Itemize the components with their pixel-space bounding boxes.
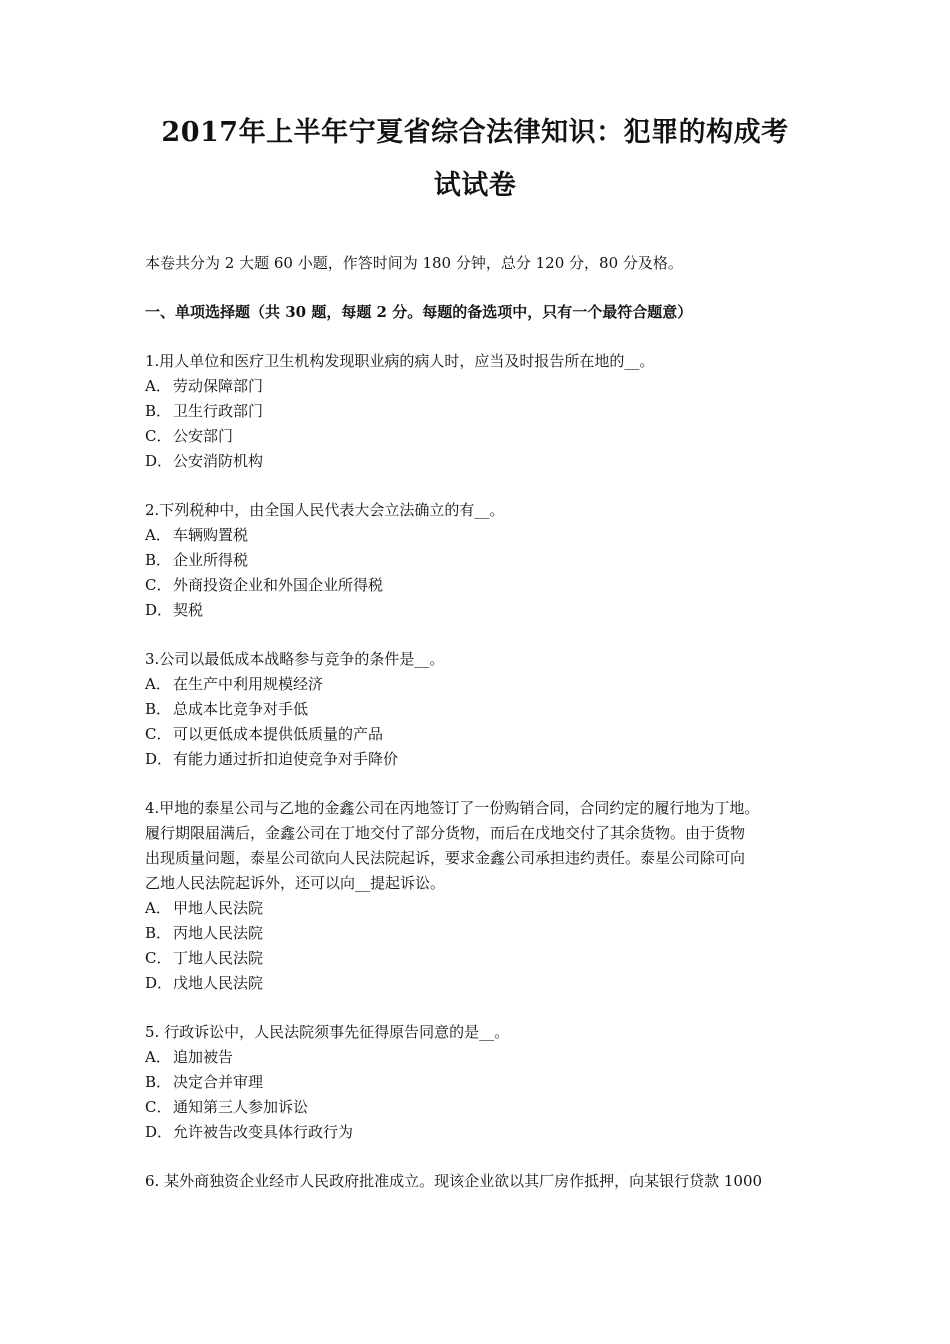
- option-letter: B．: [145, 402, 172, 420]
- option-b: [145, 399, 835, 424]
- option-text: 在生产中利用规模经济: [173, 675, 324, 693]
- exam-intro: 本卷共分为 2 大题 60 小题，作答时间为 180 分钟，总分 120 分，80 分及格。: [145, 254, 683, 272]
- question-text-line: 履行期限届满后，金鑫公司在丁地交付了部分货物，而后在戊地交付了其余货物。由于货物: [145, 824, 746, 842]
- option-text: 丁地人民法院: [173, 949, 264, 967]
- option-letter: C．: [145, 576, 172, 594]
- option-letter: C．: [145, 725, 172, 743]
- option-letter: D．: [145, 750, 173, 768]
- option-c: [145, 573, 835, 598]
- option-letter: A．: [145, 675, 171, 693]
- question-text: 5. 行政诉讼中，人民法院须事先征得原告同意的是__。: [145, 1023, 510, 1041]
- option-d: [145, 1120, 835, 1145]
- option-b: [145, 921, 835, 946]
- option-letter: C．: [145, 1098, 172, 1116]
- option-b: [145, 548, 835, 573]
- option-text: 可以更低成本提供低质量的产品: [173, 725, 384, 743]
- option-text: 劳动保障部门: [173, 377, 264, 395]
- option-letter: B．: [145, 700, 172, 718]
- document-title-line1: 2017年上半年宁夏省综合法律知识：犯罪的构成考: [161, 117, 789, 148]
- option-letter: C．: [145, 427, 172, 445]
- option-text: 甲地人民法院: [173, 899, 264, 917]
- option-letter: B．: [145, 551, 172, 569]
- question-3: [145, 647, 835, 772]
- option-a: [145, 672, 835, 697]
- question-2: [145, 498, 835, 623]
- option-c: [145, 722, 835, 747]
- section-heading: 一、单项选择题（共 30 题，每题 2 分。每题的备选项中，只有一个最符合题意）: [145, 303, 693, 321]
- option-b: [145, 1070, 835, 1095]
- option-letter: D．: [145, 452, 173, 470]
- option-d: [145, 747, 835, 772]
- option-letter: A．: [145, 1048, 171, 1066]
- question-text: 3.公司以最低成本战略参与竞争的条件是__。: [145, 650, 445, 668]
- option-text: 允许被告改变具体行政行为: [173, 1123, 354, 1141]
- option-letter: B．: [145, 1073, 172, 1091]
- option-text: 企业所得税: [173, 551, 249, 569]
- question-text-line: 4.甲地的泰星公司与乙地的金鑫公司在丙地签订了一份购销合同，合同约定的履行地为丁地。: [145, 799, 760, 817]
- question-text-line: 乙地人民法院起诉外，还可以向__提起诉讼。: [145, 874, 446, 892]
- question-text: 2.下列税种中，由全国人民代表大会立法确立的有__。: [145, 501, 505, 519]
- option-c: [145, 424, 835, 449]
- question-5: [145, 1020, 835, 1145]
- option-text: 丙地人民法院: [173, 924, 264, 942]
- option-text: 车辆购置税: [173, 526, 249, 544]
- option-a: [145, 1045, 835, 1070]
- option-text: 卫生行政部门: [173, 402, 264, 420]
- question-text: 6. 某外商独资企业经市人民政府批准成立。现该企业欲以其厂房作抵押，向某银行贷款 1000: [145, 1172, 763, 1190]
- option-c: [145, 946, 835, 971]
- option-text: 契税: [173, 601, 204, 619]
- option-d: [145, 971, 835, 996]
- option-text: 戊地人民法院: [173, 974, 264, 992]
- option-text: 外商投资企业和外国企业所得税: [173, 576, 384, 594]
- option-letter: D．: [145, 1123, 173, 1141]
- option-a: [145, 523, 835, 548]
- option-text: 通知第三人参加诉讼: [173, 1098, 309, 1116]
- question-4: [145, 796, 835, 996]
- option-d: [145, 598, 835, 623]
- option-text: 有能力通过折扣迫使竞争对手降价: [173, 750, 399, 768]
- option-c: [145, 1095, 835, 1120]
- option-a: [145, 374, 835, 399]
- option-letter: D．: [145, 974, 173, 992]
- question-1: [145, 349, 835, 474]
- option-letter: B．: [145, 924, 172, 942]
- question-text-line: 出现质量问题，泰星公司欲向人民法院起诉，要求金鑫公司承担违约责任。泰星公司除可向: [145, 849, 746, 867]
- option-letter: C．: [145, 949, 172, 967]
- option-letter: A．: [145, 377, 171, 395]
- question-text: 1.用人单位和医疗卫生机构发现职业病的病人时，应当及时报告所在地的__。: [145, 352, 655, 370]
- option-text: 公安消防机构: [173, 452, 264, 470]
- option-d: [145, 449, 835, 474]
- option-letter: A．: [145, 526, 171, 544]
- question-6: [145, 1169, 835, 1194]
- option-b: [145, 697, 835, 722]
- option-letter: D．: [145, 601, 173, 619]
- option-text: 决定合并审理: [173, 1073, 264, 1091]
- option-text: 追加被告: [173, 1048, 234, 1066]
- document-title-line2: 试试卷: [433, 170, 517, 201]
- option-text: 总成本比竞争对手低: [173, 700, 309, 718]
- option-text: 公安部门: [173, 427, 234, 445]
- option-letter: A．: [145, 899, 171, 917]
- option-a: [145, 896, 835, 921]
